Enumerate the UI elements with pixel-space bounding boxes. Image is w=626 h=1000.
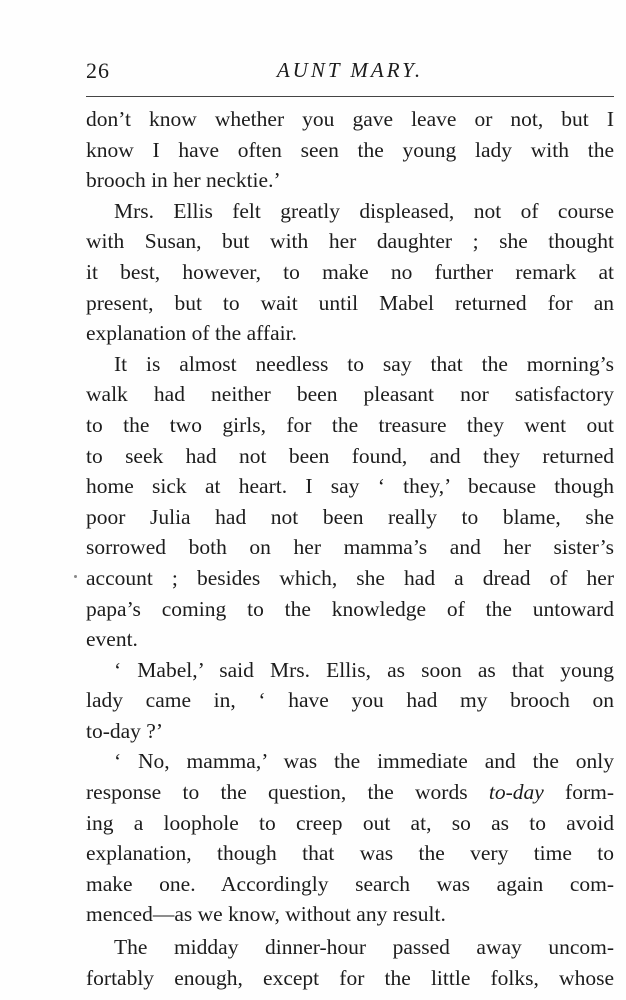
- text-line: menced—as we know, without any result.: [86, 902, 446, 927]
- text-line: lady came in, ‘ have you had my brooch on: [86, 688, 614, 713]
- text-line: fortably enough, except for the little folks, whose: [86, 965, 614, 990]
- text-segment: form-: [565, 780, 614, 805]
- text-line: explanation of the affair.: [86, 321, 297, 346]
- page-number: 26: [86, 58, 110, 83]
- text-line: ‘ Mabel,’ said Mrs. Ellis, as soon as that young: [114, 657, 614, 682]
- text-segment: response to the question, the words: [86, 780, 468, 805]
- text-line: explanation, though that was the very time to: [86, 841, 614, 866]
- text-line: make one. Accordingly search was again com-: [86, 871, 614, 896]
- body-text: [86, 104, 614, 993]
- text-line: event.: [86, 627, 138, 652]
- text-line: know I have often seen the young lady with the: [86, 137, 614, 162]
- text-line: present, but to wait until Mabel returned for an: [86, 290, 614, 315]
- text-line: don’t know whether you gave leave or not, but I: [86, 107, 614, 131]
- header-rule: [86, 96, 614, 97]
- margin-speck: [74, 575, 77, 578]
- text-line: with Susan, but with her daughter ; she thought: [86, 229, 614, 254]
- running-title: AUNT MARY.: [276, 58, 424, 82]
- text-line: account ; besides which, she had a dread of her: [86, 565, 614, 590]
- text-line: sorrowed both on her mamma’s and her sister’s: [86, 535, 614, 560]
- text-line: The midday dinner-hour passed away uncom-: [114, 935, 614, 960]
- text-line: It is almost needless to say that the morning’s: [114, 351, 614, 376]
- text-line-mixed: [86, 777, 614, 808]
- text-line: to-day ?’: [86, 718, 164, 743]
- text-line: ‘ No, mamma,’ was the immediate and the only: [114, 749, 614, 774]
- text-line: walk had neither been pleasant nor satisfactory: [86, 382, 614, 407]
- text-line: to seek had not been found, and they returned: [86, 443, 614, 468]
- page-header: [86, 58, 614, 88]
- text-line: ing a loophole to creep out at, so as to avoid: [86, 810, 614, 835]
- text-line: papa’s coming to the knowledge of the untoward: [86, 596, 614, 621]
- text-line: it best, however, to make no further remark at: [86, 259, 614, 284]
- text-line: Mrs. Ellis felt greatly displeased, not of course: [114, 198, 614, 223]
- text-line: to the two girls, for the treasure they went out: [86, 412, 614, 437]
- text-line: poor Julia had not been really to blame, she: [86, 504, 614, 529]
- italic-emphasis: to-day: [488, 780, 544, 805]
- text-line: brooch in her necktie.’: [86, 168, 281, 193]
- text-line: home sick at heart. I say ‘ they,’ because though: [86, 474, 614, 499]
